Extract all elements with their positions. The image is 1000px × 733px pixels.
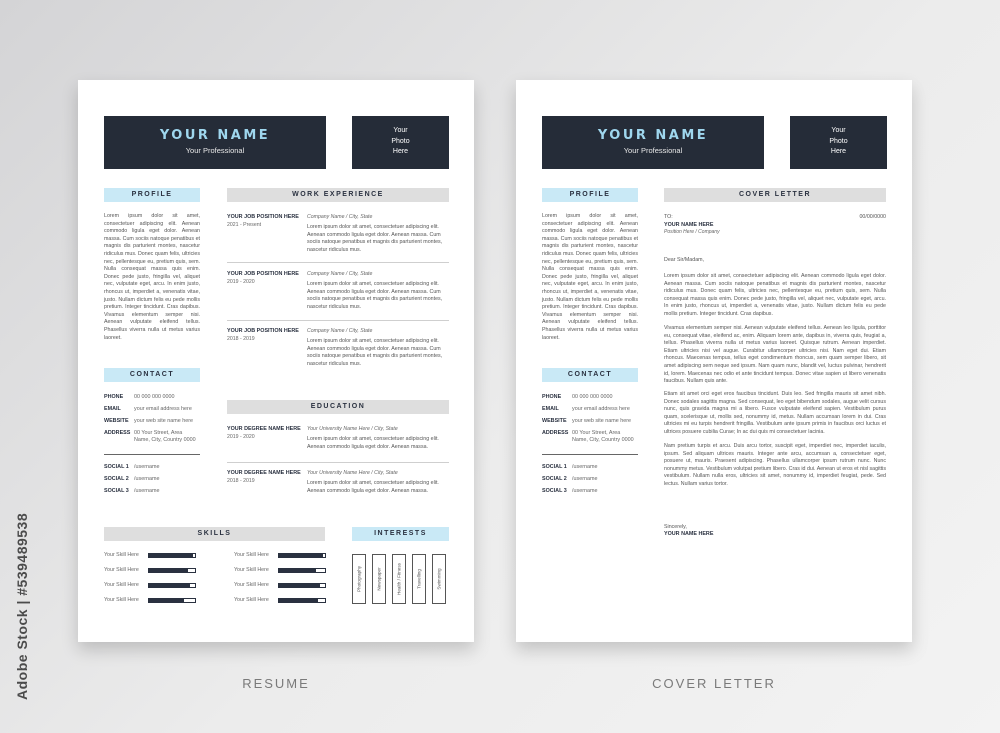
contact-value: your web site name here — [572, 418, 632, 424]
closing: Sincerely, — [664, 524, 687, 530]
interest-item — [372, 554, 386, 604]
skill-row — [234, 597, 331, 604]
letter-paragraph: Lorem ipsum dolor sit amet, consectetuer adipiscing elit. Aenean commodo ligula eget dolor. Aenean massa. Cum sociis natoque penatibus et magnis dis parturient montes, nascetur ridiculus mus. Donec quam felis, ultricies nec, pellentesque eu, pretium quis, sem. Nulla consequat massa quis enim. Donec pede justo, fringilla vel, aliquet nec, vulputate eget, arcu. In enim justo, rhoncus ut, imperdiet a, venenatis vitae, justo. Nullam dictum felis eu pede mollis pretium. Integer tincidunt. Cras dapibus. — [664, 273, 886, 317]
work-heading: WORK EXPERIENCE — [227, 188, 449, 202]
interest-item — [352, 554, 366, 604]
job-description: Lorem ipsum dolor sit amet, consectetuer adipiscing elit. Aenean commodo ligula eget dolor. Aenean massa. Cum sociis natoque penatibus et magnis dis parturient montes, nascetur ridiculus mus. — [307, 338, 443, 367]
skill-bar-fill — [279, 569, 316, 572]
letter-date: 00/00/0000 — [859, 214, 886, 220]
social-3 — [104, 488, 196, 495]
skill-label: Your Skill Here — [234, 582, 269, 588]
social-key: SOCIAL 1 — [104, 464, 129, 470]
skill-label: Your Skill Here — [234, 552, 269, 558]
degree-title: YOUR DEGREE NAME HERE — [227, 470, 301, 476]
recipient-position: Position Here / Company — [664, 229, 720, 235]
contact-website — [542, 418, 634, 425]
professional-text: Your Professional — [623, 146, 683, 155]
skill-bar — [278, 583, 326, 588]
cover-letter-heading: COVER LETTER — [664, 188, 886, 202]
skill-bar-fill — [279, 599, 318, 602]
skill-bar — [148, 583, 196, 588]
contact-value: 00 Your Street, Area Name, City, Country 0000 — [134, 430, 196, 443]
job-date: 2021 - Present — [227, 222, 262, 228]
degree-school: Your University Name Here / City, State — [307, 470, 398, 476]
education-heading: EDUCATION — [227, 400, 449, 414]
job-title: YOUR JOB POSITION HERE — [227, 271, 299, 277]
social-2 — [104, 476, 196, 483]
social-key: SOCIAL 3 — [542, 488, 567, 494]
letter-paragraph: Nam pretium turpis et arcu. Duis arcu tortor, suscipit eget, imperdiet nec, imperdiet iaculis, ipsum. Sed aliquam ultrices mauris. Integer ante arcu, accumsan a, consectetuer eget, posuere ut, mauris. Praesent adipiscing. Phasellus ullamcorper ipsum rutrum nunc. Nunc nonummy metus. Vestibulum volutpat pretium libero. Cras id dui. Aenean ut eros et nisl sagittis vestibulum. Nullam nulla eros, ultricies sit amet, nonummy id, imperdiet feugiat, pede. Sed lectus. Nullam varius tortor. — [664, 443, 886, 487]
contact-heading: CONTACT — [542, 368, 638, 382]
contact-key: ADDRESS — [542, 430, 569, 436]
skill-bar — [148, 553, 196, 558]
social-key: SOCIAL 2 — [104, 476, 129, 482]
degree-description: Lorem ipsum dolor sit amet, consectetuer adipiscing elit. Aenean commodo ligula eget dolor. Aenean massa. — [307, 436, 439, 450]
social-value: /username — [134, 488, 160, 494]
social-value: /username — [572, 464, 598, 470]
social-1 — [104, 464, 196, 471]
interest-label: Travelling — [416, 569, 422, 589]
skill-label: Your Skill Here — [234, 567, 269, 573]
contact-address — [542, 430, 634, 444]
degree-school: Your University Name Here / City, State — [307, 426, 398, 432]
skill-row — [104, 552, 201, 559]
skill-row — [104, 582, 201, 589]
skill-row — [104, 567, 201, 574]
recipient-name: YOUR NAME HERE — [664, 222, 714, 228]
profile-text: Lorem ipsum dolor sit amet, consectetuer adipiscing elit. Aenean commodo ligula eget dolor. Aenean massa. Cum sociis natoque penatibus et magnis dis parturient montes, nascetur ridiculus mus. Donec quam felis, ultricies nec, pellentesque eu, pretium quis, sem. Nulla consequat massa quis enim. Donec pede justo, fringilla vel, aliquet nec, vulputate eget, arcu. In enim justo, rhoncus ut, imperdiet a, venenatis vitae, justo. Nullam dictum felis eu pede mollis pretium. Integer tincidunt. Cras dapibus. Vivamus elementum semper nisi. Aenean vulputate eleifend tellus. Phasellus viverra nulla ut metus varius laoreet. — [104, 213, 200, 341]
skill-bar-fill — [149, 554, 193, 557]
job-company: Company Name / City, State — [307, 214, 373, 220]
skill-row — [104, 597, 201, 604]
skills-heading: SKILLS — [104, 527, 325, 541]
photo-line: Here — [392, 148, 409, 155]
job-title: YOUR JOB POSITION HERE — [227, 328, 299, 334]
contact-value: 00 000 000 0000 — [572, 394, 613, 400]
contact-email — [104, 406, 196, 413]
contact-phone — [542, 394, 634, 401]
degree-title: YOUR DEGREE NAME HERE — [227, 426, 301, 432]
skill-bar — [148, 568, 196, 573]
contact-value: your email address here — [134, 406, 192, 412]
interest-label: Newspaper — [376, 567, 382, 591]
skill-bar-fill — [279, 554, 323, 557]
skill-row — [234, 582, 331, 589]
skill-bar — [148, 598, 196, 603]
photo-line: Photo — [391, 137, 410, 145]
name-header — [104, 116, 326, 169]
contact-value: 00 000 000 0000 — [134, 394, 175, 400]
contact-key: WEBSITE — [104, 418, 129, 424]
skill-bar — [278, 598, 326, 603]
stock-id-watermark: Adobe Stock | #539489538 — [14, 512, 30, 700]
divider — [227, 462, 449, 463]
contact-key: PHONE — [542, 394, 562, 400]
skill-label: Your Skill Here — [104, 552, 139, 558]
skill-bar-fill — [149, 584, 190, 587]
contact-key: WEBSITE — [542, 418, 567, 424]
contact-key: PHONE — [104, 394, 124, 400]
job-date: 2019 - 2020 — [227, 279, 255, 285]
contact-phone — [104, 394, 196, 401]
contact-key: EMAIL — [104, 406, 121, 412]
divider — [104, 454, 200, 455]
social-key: SOCIAL 1 — [542, 464, 567, 470]
skill-row — [234, 567, 331, 574]
contact-key: EMAIL — [542, 406, 559, 412]
skill-bar — [278, 553, 326, 558]
name-text: YOUR NAME — [159, 128, 271, 143]
degree-date: 2018 - 2019 — [227, 478, 255, 484]
skill-label: Your Skill Here — [104, 582, 139, 588]
social-value: /username — [134, 476, 160, 482]
name-header — [542, 116, 764, 169]
skill-label: Your Skill Here — [104, 567, 139, 573]
interest-item — [432, 554, 446, 604]
contact-address — [104, 430, 196, 444]
contact-website — [104, 418, 196, 425]
interest-label: Swimming — [436, 568, 442, 590]
skill-bar-fill — [149, 569, 188, 572]
profile-heading: PROFILE — [104, 188, 200, 202]
interests-heading: INTERESTS — [352, 527, 449, 541]
contact-value: your email address here — [572, 406, 630, 412]
photo-line: Here — [830, 148, 847, 155]
social-2 — [542, 476, 634, 483]
interest-label: Health / Fitness — [396, 563, 402, 595]
interest-item — [412, 554, 426, 604]
photo-placeholder — [352, 116, 449, 169]
letter-paragraph: Vivamus elementum semper nisi. Aenean vulputate eleifend tellus. Aenean leo ligula, porttitor eu, consequat vitae, eleifend ac, enim. Aliquam lorem ante, dapibus in, viverra quis, feugiat a, tellus. Phasellus viverra nulla ut metus varius laoreet. Quisque rutrum. Aenean imperdiet. Etiam ultricies nisi vel augue. Curabitur ullamcorper ultricies nisi. Nam eget dui. Etiam rhoncus. Maecenas tempus, tellus eget condimentum rhoncus, sem quam semper libero, sit amet adipiscing sem neque sed ipsum. Nam quam nunc, blandit vel, luctus pulvinar, hendrerit id, lorem. Maecenas nec odio et ante tincidunt tempus. Donec vitae sapien ut libero venenatis faucibus. Nullam quis ante. — [664, 325, 886, 385]
professional-text: Your Professional — [185, 146, 245, 155]
divider — [227, 320, 449, 321]
resume-caption: RESUME — [242, 676, 310, 691]
cover-letter-caption: COVER LETTER — [652, 676, 776, 691]
skill-row — [234, 552, 331, 559]
job-company: Company Name / City, State — [307, 328, 373, 334]
profile-heading: PROFILE — [542, 188, 638, 202]
skill-label: Your Skill Here — [104, 597, 139, 603]
photo-line: Your — [393, 127, 408, 134]
contact-heading: CONTACT — [104, 368, 200, 382]
social-1 — [542, 464, 634, 471]
skill-bar — [278, 568, 326, 573]
skill-label: Your Skill Here — [234, 597, 269, 603]
contact-value: 00 Your Street, Area Name, City, Country 0000 — [572, 430, 634, 443]
divider — [227, 262, 449, 263]
letter-paragraph: Etiam sit amet orci eget eros faucibus tincidunt. Duis leo. Sed fringilla mauris sit amet nibh. Donec sodales sagittis magna. Sed consequat, leo eget bibendum sodales, augue velit cursus nunc, quis gravida magna mi a libero. Fusce vulputate eleifend sapien. Vestibulum purus quam, scelerisque ut, mollis sed, nonummy id, metus. Nullam accumsan lorem in dui. Cras ultricies mi eu turpis hendrerit fringilla. Vestibulum ante ipsum primis in faucibus orci luctus et ultrices posuere cubilia Curae; In ac dui quis mi consectetuer lacinia. — [664, 391, 886, 435]
photo-line: Photo — [829, 137, 848, 145]
interest-item — [392, 554, 406, 604]
greeting: Dear Sir/Madam, — [664, 257, 705, 263]
cover-letter-page — [516, 80, 912, 642]
contact-value: your web site name here — [134, 418, 194, 424]
signature-name: YOUR NAME HERE — [664, 531, 714, 537]
social-3 — [542, 488, 634, 495]
job-company: Company Name / City, State — [307, 271, 373, 277]
skill-bar-fill — [279, 584, 320, 587]
degree-date: 2019 - 2020 — [227, 434, 255, 440]
social-key: SOCIAL 3 — [104, 488, 129, 494]
degree-description: Lorem ipsum dolor sit amet, consectetuer adipiscing elit. Aenean commodo ligula eget dolor. Aenean massa. — [307, 480, 439, 494]
social-value: /username — [134, 464, 160, 470]
profile-text: Lorem ipsum dolor sit amet, consectetuer adipiscing elit. Aenean commodo ligula eget dolor. Aenean massa. Cum sociis natoque penatibus et magnis dis parturient montes, nascetur ridiculus mus. Donec quam felis, ultricies nec, pellentesque eu, pretium quis, sem. Nulla consequat massa quis enim. Donec pede justo, fringilla vel, aliquet nec, vulputate eget, arcu. In enim justo, rhoncus ut, imperdiet a, venenatis vitae, justo. Nullam dictum felis eu pede mollis pretium. Integer tincidunt. Cras dapibus. Vivamus elementum semper nisi. Aenean vulputate eleifend tellus. Phasellus viverra nulla ut metus varius laoreet. — [542, 213, 638, 341]
skill-bar-fill — [149, 599, 184, 602]
resume-page — [78, 80, 474, 642]
social-value: /username — [572, 476, 598, 482]
job-description: Lorem ipsum dolor sit amet, consectetuer adipiscing elit. Aenean commodo ligula eget dolor. Aenean massa. Cum sociis natoque penatibus et magnis dis parturient montes, nascetur ridiculus mus. — [307, 281, 443, 310]
job-title: YOUR JOB POSITION HERE — [227, 214, 299, 220]
job-description: Lorem ipsum dolor sit amet, consectetuer adipiscing elit. Aenean commodo ligula eget dolor. Aenean massa. Cum sociis natoque penatibus et magnis dis parturient montes, nascetur ridiculus mus. — [307, 224, 443, 253]
contact-email — [542, 406, 634, 413]
name-text: YOUR NAME — [597, 128, 709, 143]
contact-key: ADDRESS — [104, 430, 131, 436]
photo-line: Your — [831, 127, 846, 134]
divider — [542, 454, 638, 455]
interest-label: Photography — [356, 565, 362, 593]
social-value: /username — [572, 488, 598, 494]
photo-placeholder — [790, 116, 887, 169]
social-key: SOCIAL 2 — [542, 476, 567, 482]
to-label: TO: — [664, 214, 673, 220]
job-date: 2018 - 2019 — [227, 336, 255, 342]
